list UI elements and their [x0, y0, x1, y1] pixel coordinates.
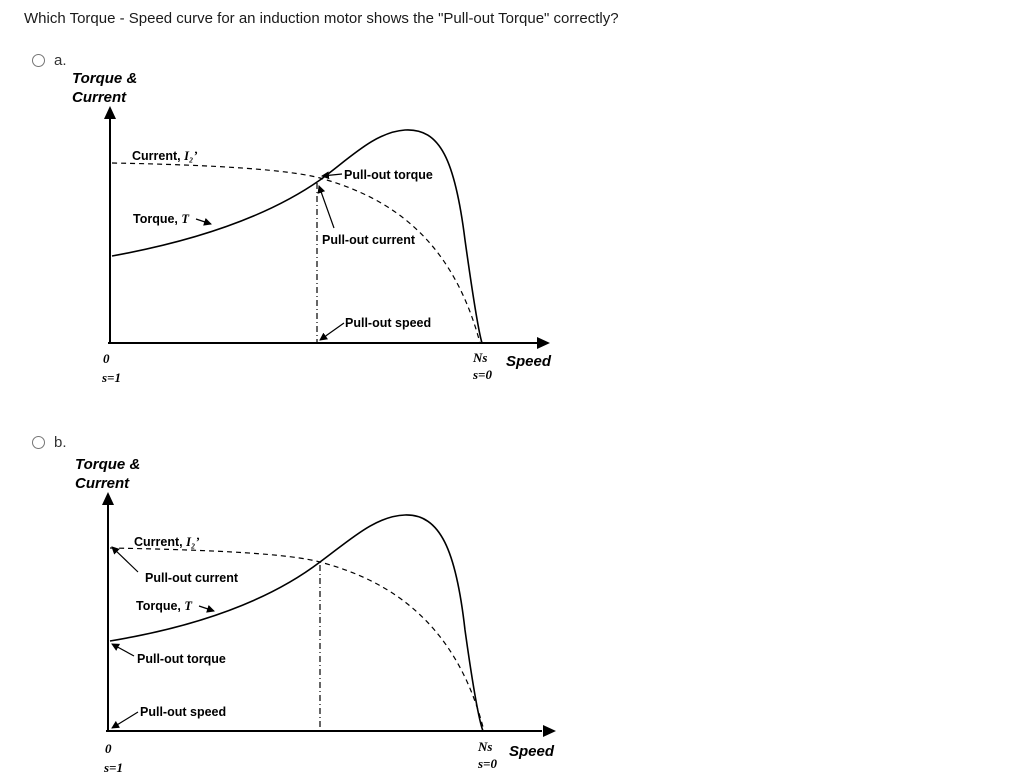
- y-axis-arrowhead: [102, 492, 114, 505]
- y-axis-title-line2: Current: [75, 475, 130, 492]
- question-text: Which Torque - Speed curve for an induction motor shows the "Pull-out Torque" correctly?: [24, 10, 619, 27]
- ns-slip-label: s=0: [478, 756, 497, 771]
- pullout-torque-arrow: [322, 174, 342, 176]
- origin-slip-label: s=1: [102, 370, 121, 385]
- pullout-speed-label: Pull-out speed: [345, 316, 432, 330]
- ns-slip-label: s=0: [473, 367, 492, 382]
- pullout-speed-label: Pull-out speed: [140, 705, 227, 719]
- x-axis-arrowhead: [543, 725, 556, 737]
- x-axis-arrowhead: [537, 337, 550, 349]
- pullout-torque-arrow: [112, 644, 134, 656]
- y-axis-title-line2: Current: [72, 89, 127, 106]
- y-axis-arrowhead: [104, 106, 116, 119]
- torque-curve-label: Torque, T: [133, 212, 190, 226]
- origin-slip-label: s=1: [104, 760, 123, 775]
- diagram-b: [0, 400, 1013, 782]
- x-axis-title: Speed: [506, 353, 552, 370]
- pullout-torque-label: Pull-out torque: [137, 652, 226, 666]
- torque-arrow: [199, 606, 214, 611]
- option-a-label: a.: [54, 52, 67, 69]
- pullout-current-arrow: [319, 186, 334, 228]
- pullout-current-label: Pull-out current: [145, 571, 239, 585]
- y-axis-title-line1: Torque &: [72, 70, 138, 87]
- torque-curve-label: Torque, T: [136, 599, 193, 613]
- pullout-current-arrow: [112, 547, 138, 572]
- pullout-speed-arrow: [112, 712, 138, 728]
- origin-label: 0: [103, 351, 110, 366]
- pullout-speed-arrow: [320, 323, 344, 340]
- pullout-torque-label: Pull-out torque: [344, 168, 433, 182]
- current-curve-label: Current, I₂’: [132, 149, 198, 163]
- current-curve-label: Current, I₂’: [134, 535, 200, 549]
- origin-label: 0: [105, 741, 112, 756]
- ns-label: Ns: [473, 350, 488, 365]
- option-b-label: b.: [54, 434, 67, 451]
- torque-arrow: [196, 219, 211, 224]
- x-axis-title: Speed: [509, 743, 555, 760]
- y-axis-title-line1: Torque &: [75, 456, 141, 473]
- pullout-current-label: Pull-out current: [322, 233, 416, 247]
- ns-label: Ns: [478, 739, 493, 754]
